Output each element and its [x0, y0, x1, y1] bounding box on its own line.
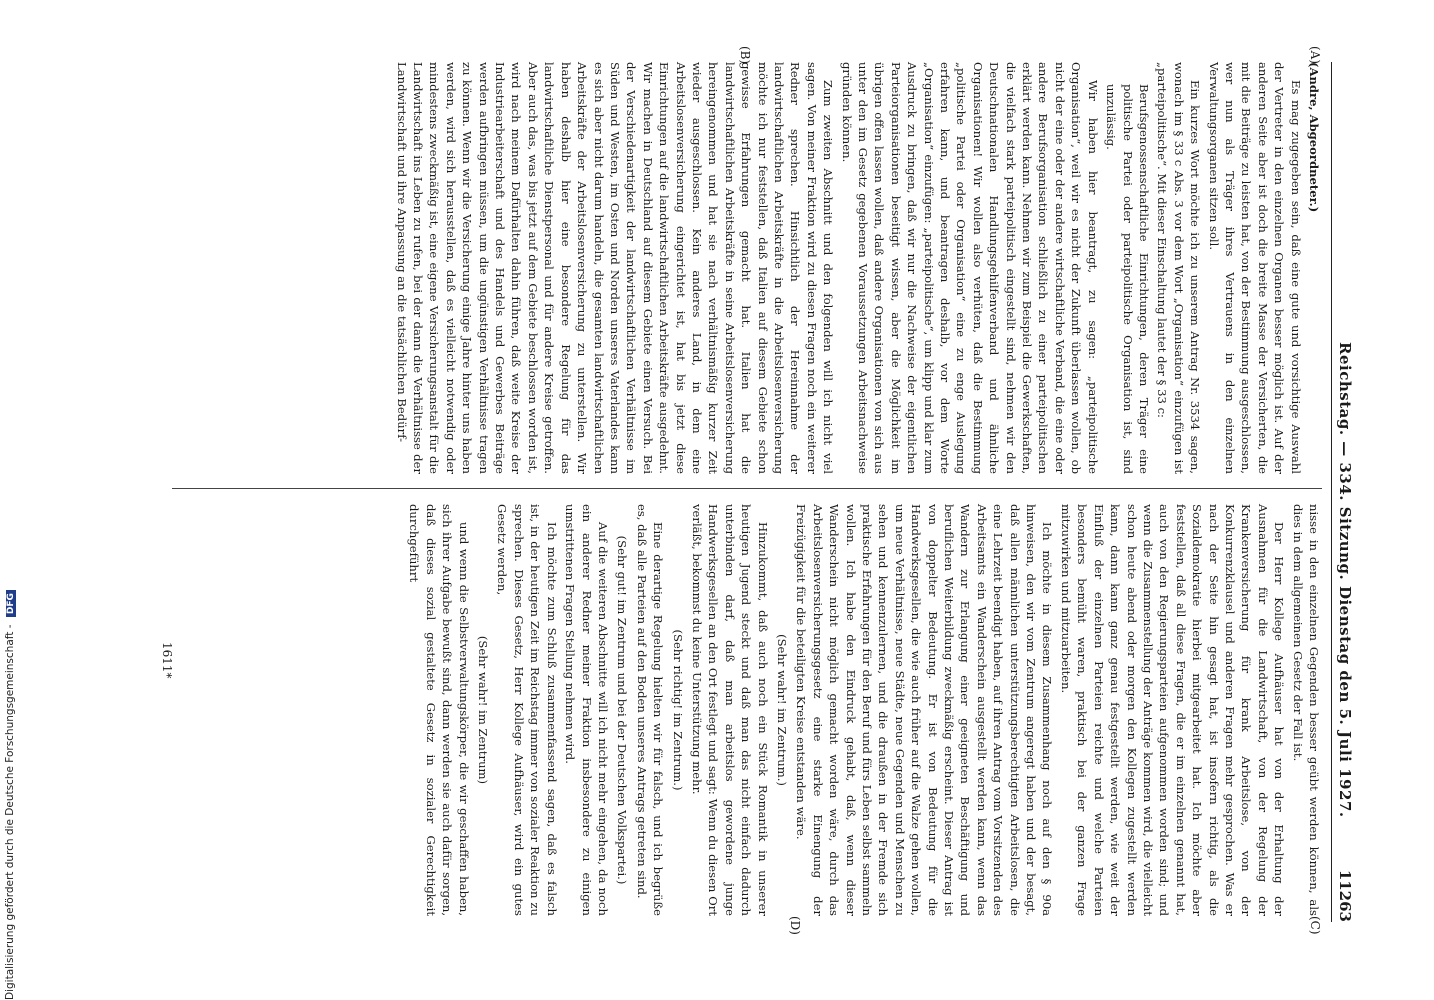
column-divider: [172, 488, 1322, 489]
margin-marker-a: (A): [1308, 46, 1322, 65]
running-title: Reichstag. — 334. Sitzung. Dienstag den 5. Juli 1927.: [1336, 342, 1354, 818]
quoted-clause: Berufsgenossenschaftliche Einrichtungen, deren Träger eine politische Partei oder parteipolitische Organisation ist, sind unzulässig.: [1104, 84, 1151, 474]
paragraph: nisse in den einzelnen Gegenden besser geübt werden können, als dies in dem allgemeinen Gesetz der Fall ist.: [1290, 504, 1321, 916]
page-header: [1331, 62, 1356, 922]
rotated-document-page: [122, 46, 1362, 935]
paragraph: Eine derartige Regelung hielten wir für falsch, und ich begrüße es, daß alle Parteien auf den Boden unseres Antrags getreten sind.: [634, 504, 666, 916]
paragraph: Ein kurzes Wort möchte ich zu unserem Antrag Nr. 3534 sagen, wonach im § 33 c Abs. 3 vor dem Wort „Organisation“ einzufügen ist „parteipolitische“. Mit dieser Einschaltung lautet der § 33 c:: [1155, 62, 1203, 474]
interjection: (Sehr wahr! im Zentrum.): [775, 634, 789, 786]
left-text-column: [391, 62, 1322, 474]
paragraph: Zum zweiten Abschnitt und den folgenden will ich nicht viel sagen. Von meiner Fraktion wird zu diesen Fragen noch ein weiterer Redner sprechen. Hinsichtlich der Hereinnahme der landwirtschaftlichen Arbeitskräfte in die Arbeitslosenversicherung möchte ich nur feststellen, daß Italien auf diesem Gebiete schon gewisse Erfahrungen gemacht hat. Italien hat die landwirtschaftlichen Arbeitskräfte in seine Arbeitslosenversicherung hereingenommen und hat sie nach verhältnismäßig kurzer Zeit wieder ausgeschlossen. Kein anderes Land, in dem eine Arbeitslosenversicherung eingerichtet ist, hat bis jetzt diese Einrichtungen auf die landwirtschaftlichen Arbeitskräfte ausgedehnt. Wir machen in Deutschland auf diesem Gebiete einen Versuch. Bei der Verschiedenartigkeit der landwirtschaftlichen Verhältnisse im Süden und Westen, im Osten und Norden unseres Vaterlandes kann es sich aber nicht darum handeln, die gesamten landwirtschaftlichen Arbeitskräfte der Arbeitslosenversicherung zu unterstellen. Wir haben deshalb hier eine besondere Regelung für das landwirtschaftliche Dienstpersonal und für andere Kreise getroffen. Aber auch das, was bis jetzt auf dem Gebiete beschlossen worden ist, wird nach meinem Dafürhalten dahin führen, daß weite Kreise der Industriearbeiterschaft und des Handels und Gewerbes Beiträge werden aufbringen müssen, um die ungünstigen Verhältnisse tragen zu können. Wenn wir die Versicherung einige Jahre hinter uns haben werden, wird sich herausstellen, daß es vielleicht notwendig oder mindestens zweckmäßig ist, eine eigene Versicherungsanstalt für die Landwirtschaft ins Leben zu rufen, bei der dann die Verhältnisse der Landwirtschaft und ihre Anpassung an die tatsächlichen Bedürf-: [394, 62, 836, 474]
margin-marker-c: (C): [1308, 916, 1322, 935]
paragraph: Auf die weiteren Abschnitte will ich nicht mehr eingehen, da noch ein anderer Redner meiner Fraktion insbesondere zu einigen umstrittenen Fragen Stellung nehmen wird.: [563, 504, 610, 916]
speaker-line: (Andre, Abgeordneter.): [1307, 62, 1321, 213]
paragraph: Der Herr Kollege Aufhäuser hat von der Erhaltung der Ausnahmen für die Landwirtschaft, von der Regelung der Krankenversicherung für krank Arbeitslose, von der Konkurrenzklausel und anderen Fragen mehr gesprochen. Was er nach der Seite hin gesagt hat, ist insofern richtig, als die Sozialdemokratie hierbei mitgearbeitet hat. Ich möchte aber feststellen, daß all diese Fragen, die er im einzelnen genannt hat, auch von den Regierungsparteien aufgenommen worden sind; und wenn die Zusammenstellung der Anträge kommen wird, die vielleicht schon heute abend oder morgen den Kollegen zugestellt werden kann, dann kann ganz genau festgestellt werden, wie weit der Einfluß der einzelnen Parteien reichte und welche Parteien besonders bemüht waren, praktisch bei der ganzen Frage mitzuwirken und mitzuarbeiten.: [1058, 504, 1287, 916]
sheet-signature: 1611*: [160, 642, 174, 679]
dfg-logo: DFG: [6, 590, 16, 617]
notice-text: Digitalisierung gefördert durch die Deutsche Forschungsgemeinschaft -: [4, 624, 16, 1000]
page-number: 11263: [1336, 869, 1354, 922]
interjection: (Sehr wahr! im Zentrum): [476, 635, 491, 785]
paragraph: Wir haben hier beantragt, zu sagen: „parteipolitische Organisation“, weil wir es nicht der Zukunft überlassen wollen, ob nicht der eine oder der andere wirtschaftliche Verband, die eine oder andere Berufsorganisation schließlich zu einer parteipolitischen erklärt werden kann. Nehmen wir zum Beispiel die Gewerkschaften, die vielfach stark parteipolitisch eingestellt sind, nehmen wir den Deutschnationalen Handlungsgehilfenverband und ähnliche Organisationen! Wir wollen also verhüten, daß die Bestimmung „politische Partei oder Organisation“ eine zu enge Auslegung erfahren kann, und beantragen deshalb, vor dem Worte „Organisation“ einzufügen: „parteipolitische“, um klipp und klar zum Ausdruck zu bringen, daß wir nur die Nachweise der eigentlichen Parteiorganisationen beseitigt wissen, aber die Möglichkeit im übrigen offen lassen wollen, daß andere Organisationen von sich aus unter den im Gesetz gegebenen Voraussetzungen Arbeitsnachweise gründen können.: [839, 62, 1100, 474]
paragraph: Ich möchte zum Schluß zusammenfassend sagen, daß es falsch ist, in der heutigen Zeit im Reichstag immer von sozialer Reaktion zu sprechen. Dieses Gesetz, Herr Kollege Aufhäuser, wird ein gutes Gesetz werden,: [495, 504, 559, 916]
interjection: (Sehr richtig! im Zentrum.): [670, 629, 685, 791]
right-text-column: [404, 504, 1322, 916]
interjection: (Sehr gut! im Zentrum und bei der Deutschen Volkspartei.): [615, 535, 630, 885]
paragraph: Ich möchte in diesem Zusammenhang noch auf den § 90a hinweisen, den wir vom Zentrum angeregt haben und der besagt, daß allen männlichen unterstützungsberechtigten Arbeitslosen, die eine Lehrzeit beendigt haben, auf ihren Antrag vom Vorsitzenden des Arbeitsamts ein Wanderschein ausgestellt werden kann, wenn das Wandern zur Erlangung einer geeigneten Beschäftigung und beruflichen Weiterbildung zweckmäßig erscheint. Dieser Antrag ist von doppelter Bedeutung. Er ist von Bedeutung für die Handwerksgesellen, die wie auch früher auf die Walze gehen wollen, um neue Verhältnisse, neue Städte, neue Gegenden und Menschen zu sehen und kennenzulernen, und die draußen in der Fremde sich praktische Erfahrungen für den Beruf und fürs Leben selbst sammeln wollen. Ich habe den Eindruck gehabt, daß, wenn dieser Wanderschein nicht möglich gemacht worden wäre, durch das Arbeitslosenversicherungsgesetz eine starke Einengung der Freizügigkeit für die beteiligten Kreise entstanden wäre.: [794, 504, 1055, 916]
paragraph: Hinzukommt, daß auch noch ein Stück Romantik in unserer heutigen Jugend steckt und daß man das nicht einfach dadurch unterbinden darf, daß man arbeitslos gewordene junge Handwerksgesellen an den Ort festlegt und sagt: Wenn du diesen Ort verläßt, bekommst du keine Unterstützung mehr.: [689, 504, 770, 916]
paragraph: Es mag zugegeben sein, daß eine gute und vorsichtige Auswahl der Vertreter in den einzelnen Organen besser möglich ist. Auf der anderen Seite aber ist doch die breite Masse der Versicherten, die mit die Beiträge zu leisten hat, von der Bestimmung ausgeschlossen, wer nun als Träger ihres Vertrauens in den einzelnen Verwaltungsorganen sitzen soll.: [1206, 62, 1303, 474]
paragraph: und wenn die Selbstverwaltungskörper, die wir geschaffen haben, sich ihrer Aufgabe bewußt sind, dann werden sie auch dafür sorgen, daß dieses sozial gestaltete Gesetz in sozialer Gerechtigkeit durchgeführt: [407, 504, 471, 916]
digitization-notice: [4, 590, 16, 1000]
margin-marker-b: (B): [738, 46, 752, 65]
margin-marker-d: (D): [788, 916, 802, 935]
